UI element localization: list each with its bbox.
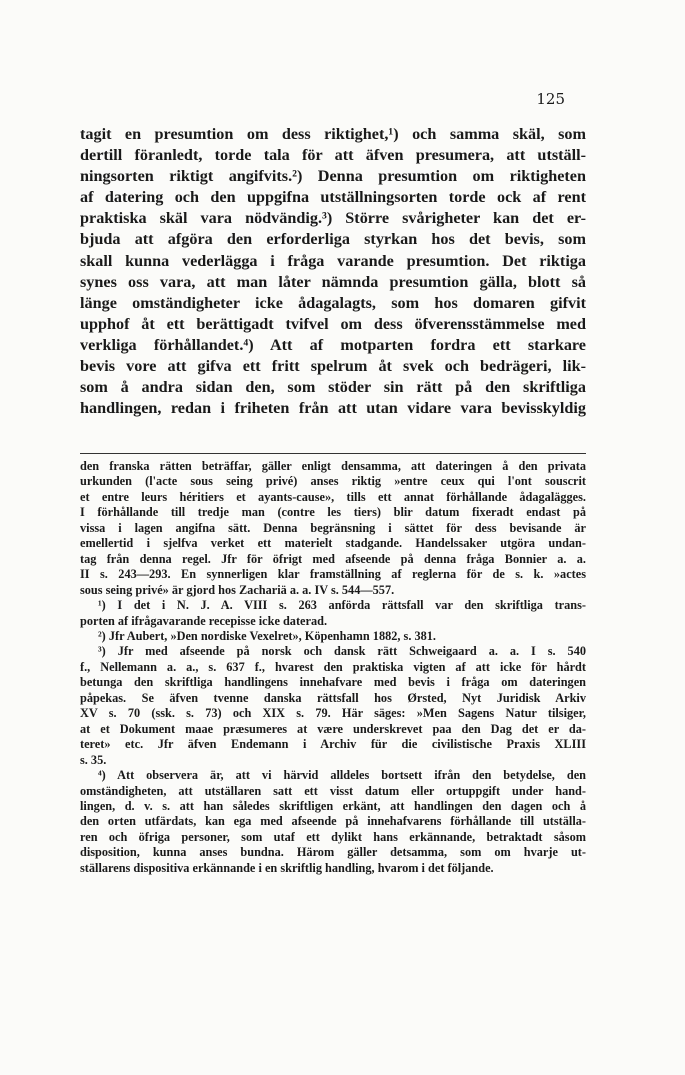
text-line: dertill föranledt, torde tala för att äfven presumera, att utställ-: [80, 146, 586, 165]
footnote-rule: [80, 453, 586, 454]
footnote-line: emellertid i sjelfva verket ett materielt stadgande. Handelssaker utgöra undan-: [80, 536, 586, 551]
footnote-line: ¹) I det i N. J. A. VIII s. 263 anförda rättsfall var den skriftliga trans-: [98, 598, 586, 613]
text-line: bjuda att afgöra den erforderliga styrkan hos det bevis, som: [80, 230, 586, 249]
footnote-line: tag från denna regel. Jfr för öfrigt med afseende på denna fråga Bonnier a. a.: [80, 551, 586, 566]
page-number: 125: [536, 90, 565, 108]
footnote-line: teret» etc. Jfr äfven Endemann i Archiv für die civilistische Praxis XLIII: [80, 737, 586, 752]
text-line: handlingen, redan i friheten från att utan vidare vara bevisskyldig: [80, 399, 586, 418]
footnote-line: ren och öfriga personer, som utaf ett dylikt hans erkännande, betraktadt såsom: [80, 829, 586, 844]
footnote-line: påpekas. Se äfven tvenne danska rättsfall hos Ørsted, Nyt Juridisk Arkiv: [80, 690, 586, 705]
text-line: ningsorten riktigt angifvits.²) Denna presumtion om riktigheten: [80, 167, 586, 186]
text-line: tagit en presumtion om dess riktighet,¹) och samma skäl, som: [80, 125, 586, 143]
text-line: praktiska skäl vara nödvändig.³) Större svårigheter kan det er-: [80, 209, 586, 228]
footnote-line: den franska rätten beträffar, gäller enligt densamma, att dateringen å den privata: [80, 459, 586, 473]
footnote-line: lingen, d. v. s. att han således skriftligen erkänt, att handlingen den dagen och å: [80, 798, 586, 813]
footnote-line: f., Nellemann a. a., s. 637 f., hvarest den praktiska vigten af att icke för hårdt: [80, 659, 586, 674]
text-line: som å andra sidan den, som stöder sin rätt på den skriftliga: [80, 378, 586, 397]
footnote-line: ³) Jfr med afseende på norsk och dansk rätt Schweigaard a. a. I s. 540: [98, 644, 586, 659]
footnote-line: I förhållande till tredje man (contre les tiers) blir datum fixeradt endast på: [80, 505, 586, 520]
footnote-line: ställarens dispositiva erkännande i en skriftlig handling, hvarom i det följande.: [80, 860, 494, 875]
footnote-line: disposition, kunna anses bundna. Härom gäller detsamma, som om hvarje ut-: [80, 845, 586, 860]
text-line: bevis vore att gifva ett fritt spelrum åt svek och bedrägeri, lik-: [80, 357, 586, 376]
footnote-line: ²) Jfr Aubert, »Den nordiske Vexelret», Köpenhamn 1882, s. 381.: [98, 628, 436, 643]
footnote-line: at et Dokument maae præsumeres at være underskrevet paa den Dag det er da-: [80, 721, 586, 736]
footnote-line: betunga den skriftliga handlingens innehafvare med bevis i fråga om dateringen: [80, 675, 586, 690]
footnote-line: XV s. 70 (ssk. s. 73) och XIX s. 79. Här säges: »Men Sagens Natur tilsiger,: [80, 706, 586, 721]
text-line: länge omständigheter icke ådagalagts, som hos domaren gifvit: [80, 293, 586, 312]
footnote-line: II s. 243—293. En synnerligen klar framställning af reglerna för de s. k. »actes: [80, 567, 586, 582]
text-line: skall kunna vederlägga i fråga varande presumtion. Det riktiga: [80, 251, 586, 270]
footnote-line: ⁴) Att observera är, att vi härvid alldeles bortsett ifrån den betydelse, den: [98, 768, 586, 783]
footnote-line: sous seing privé» är gjord hos Zachariä a. a. IV s. 544—557.: [80, 582, 395, 597]
footnote-line: porten af ifrågavarande recepisse icke daterad.: [80, 613, 328, 628]
footnote-line: vissa i lagen angifna sätt. Denna begränsning i sättet för dess bevisande är: [80, 520, 586, 535]
footnote-line: et entre leurs héritiers et ayants-cause», tills ett annat förhållande ådagalägges.: [80, 489, 586, 504]
text-line: verkliga förhållandet.⁴) Att af motparten fordra ett starkare: [80, 335, 586, 354]
footnotes: [80, 459, 586, 876]
footnote-line: s. 35.: [80, 752, 107, 767]
text-line: synes oss vara, att man låter nämnda presumtion gälla, blott så: [80, 272, 586, 291]
footnote-line: urkunden (l'acte sous seing privé) anses riktig »entre ceux qui l'ont souscrit: [80, 474, 586, 489]
footnote-line: omständigheten, att utställaren satt ett visst datum eller ortuppgift under hand-: [80, 783, 586, 798]
text-line: af datering och den uppgifna utställningsorten torde ock af rent: [80, 188, 586, 207]
text-line: upphof åt ett berättigadt tvifvel om dess öfverensstämmelse med: [80, 314, 586, 333]
main-text: [80, 124, 586, 419]
footnote-line: den orten utfärdats, kan ega med afseende på innehafvarens förhållande till utställa-: [80, 814, 586, 829]
